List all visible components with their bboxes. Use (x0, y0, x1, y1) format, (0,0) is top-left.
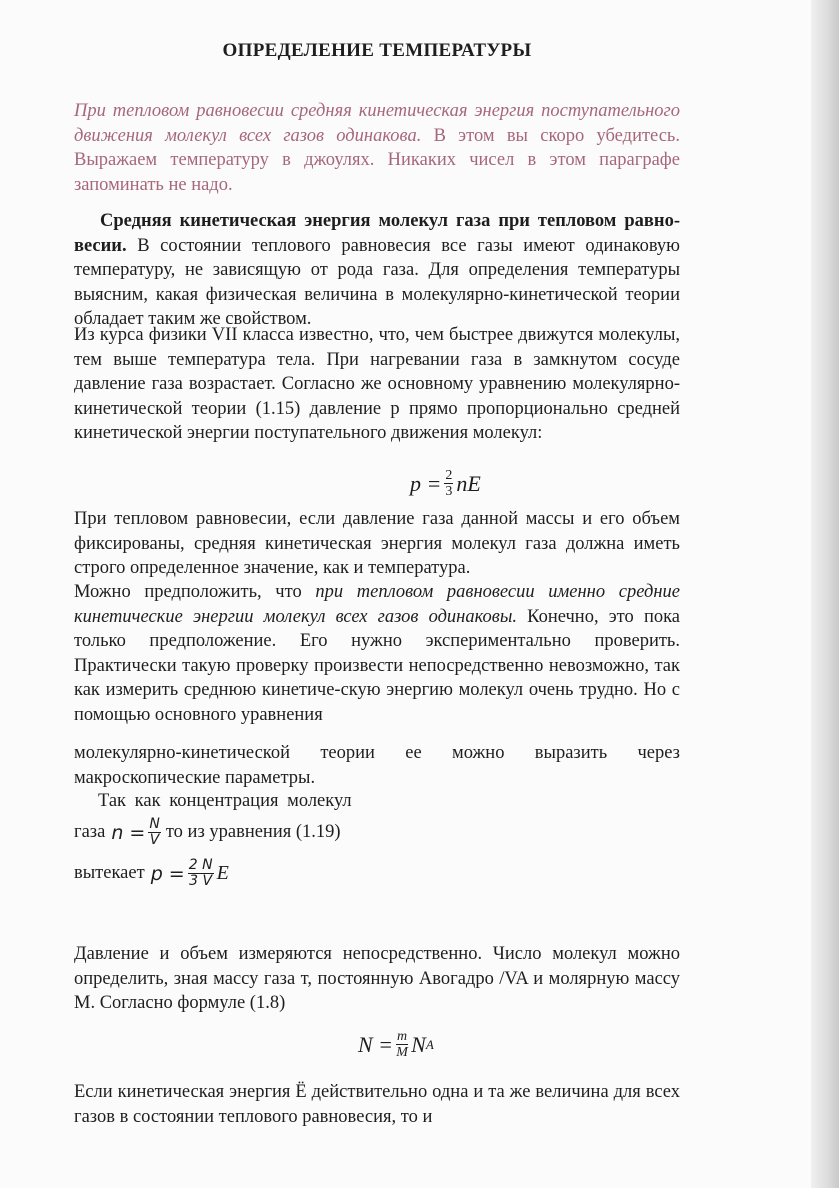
para-4-end: Конечно, это пока только предположение. Его нужно экспериментально проверить. Практически такую проверку произвести непосредственно невозможно, так как измерить среднюю кинетиче-скую энергию молекул очень трудно. Но с помощью основного уравнения (74, 606, 681, 725)
line-gas-concentration (74, 817, 341, 848)
paragraph-7: Давление и объем измеряются непосредственно. Число молекул можно определить, зная массу газа т, постоянную Авогадро /VA и молярную массу М. Согласно формуле (1.8) (74, 944, 680, 1013)
formula-1-lhs: p = (410, 470, 442, 496)
gas-num: N (149, 816, 160, 832)
para-4-start: Можно предположить, что (74, 582, 316, 602)
paragraph-8: Если кинетическая энергия Ё действительно одна и та же величина для всех газов в состоянии теплового равновесия, то и (74, 1082, 680, 1127)
intro-italic: При тепловом равновесии средняя кинетическая энергия поступательного движения молекул всех газов одинакова. (74, 101, 680, 146)
section-heading: Средняя кинетическая энергия молекул газа при тепловом равно-весии. (74, 211, 680, 256)
page-title: ОПРЕДЕЛЕНИЕ ТЕМПЕРАТУРЫ (222, 40, 532, 61)
follows-var: p = (150, 862, 185, 885)
section-1-paragraph (74, 209, 680, 332)
paragraph-4 (74, 580, 680, 727)
formula-molecule-count (358, 1029, 434, 1060)
paragraph-6: Так как концентрация молекул (98, 791, 352, 811)
page-edge (811, 0, 839, 1188)
formula-1-den: 3 (445, 484, 453, 499)
follows-num: 2 N (188, 857, 213, 873)
paragraph-3: При тепловом равновесии, если давление газа данной массы и его объем фиксированы, средняя кинетическая энергия молекул газа должна иметь строго определенное значение, как и температура. (74, 509, 680, 578)
paragraph-2: Из курса физики VII класса известно, что, чем быстрее движутся молекулы, тем выше температура тела. При нагревании газа в замкнутом сосуде давление газа возрастает. Согласно же основному уравнению молекулярно-кинетической теории (1.15) давление p прямо пропорционально средней кинетической энергии поступательного движения молекул: (74, 325, 680, 443)
formula-2-fraction (396, 1029, 408, 1060)
formula-1-rhs: nE (456, 470, 481, 496)
paragraph-5: молекулярно-кинетической теории ее можно выразить через макроскопические параметры. (74, 743, 680, 788)
line-follows (74, 858, 229, 889)
formula-pressure (410, 468, 481, 499)
gas-den: V (149, 832, 160, 848)
follows-prefix: вытекает (74, 863, 145, 883)
intro-rest: В этом вы скоро убедитесь. Выражаем температуру в джоулях. Никаких чисел в этом параграфе запоминать не надо. (74, 125, 680, 195)
formula-2-rhs: N (411, 1031, 426, 1057)
gas-prefix: газа (74, 822, 106, 842)
para-4-italic: при тепловом равновесии именно средние кинетические энергии молекул всех газов одинаковы. (74, 582, 680, 627)
formula-2-sub: A (425, 1036, 434, 1052)
formula-1-fraction (444, 468, 453, 499)
gas-suffix: то из уравнения (1.19) (165, 822, 341, 842)
follows-suffix: E (216, 862, 229, 884)
formula-2-den: M (396, 1045, 408, 1060)
follows-fraction (188, 858, 214, 889)
follows-den: 3 V (189, 873, 213, 889)
formula-1-num: 2 (445, 468, 453, 483)
section-1-text: В состоянии теплового равновесия все газы имеют одинаковую температуру, не зависящую от рода газа. Для определения температуры выясним, какая физическая величина в молекулярно-кинетической теории обладает таким же свойством. (74, 235, 680, 329)
gas-fraction (148, 817, 160, 848)
gas-var: n = (111, 821, 146, 844)
intro-paragraph (74, 99, 680, 197)
formula-2-lhs: N = (358, 1031, 394, 1057)
formula-2-num: m (397, 1029, 408, 1044)
